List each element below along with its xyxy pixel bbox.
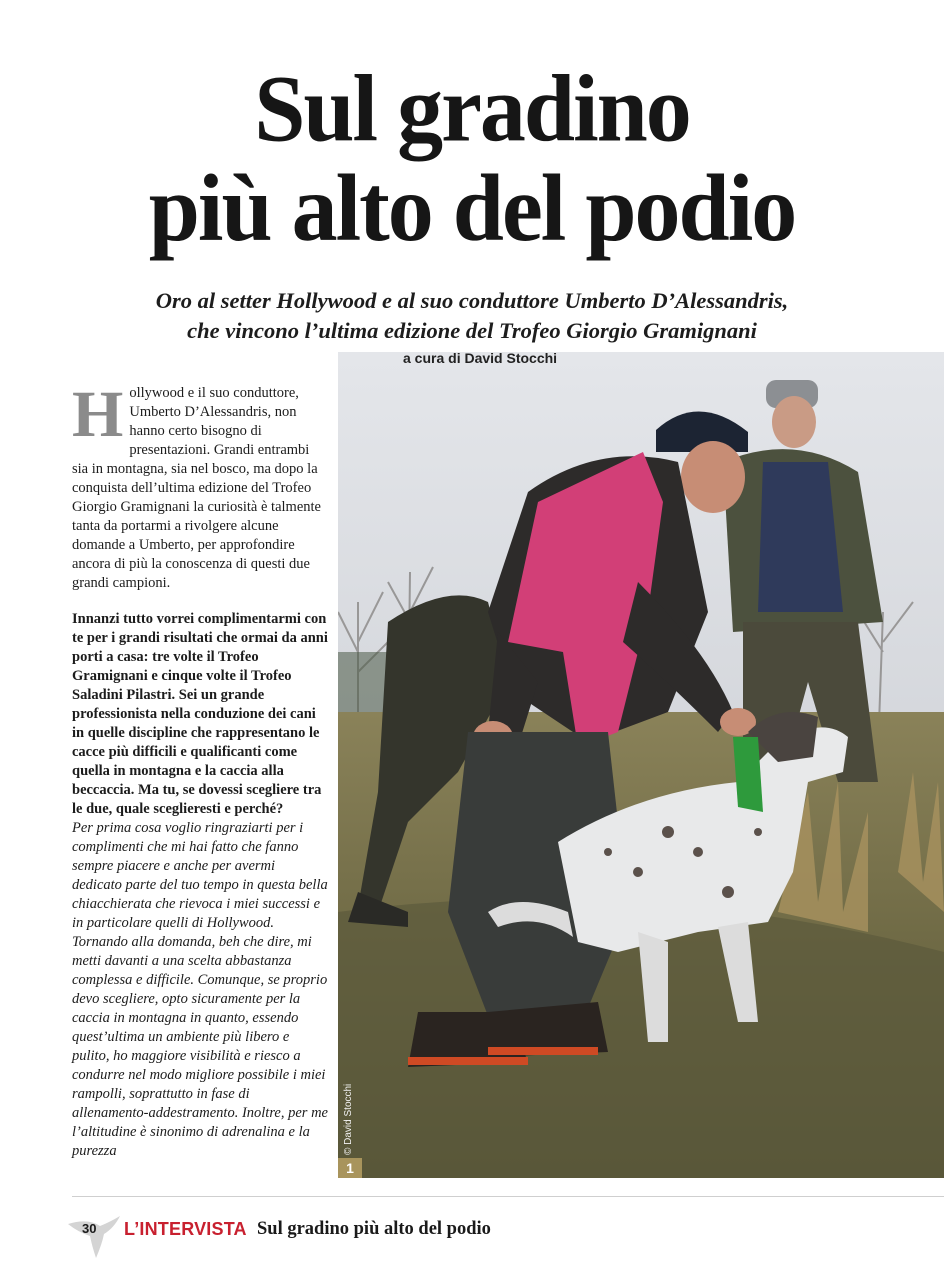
footer-divider: [72, 1196, 944, 1197]
section-label: L’INTERVISTA: [124, 1219, 247, 1239]
subtitle-line-1: Oro al setter Hollywood e al suo conduttore Umberto D’Alessandris,: [155, 288, 789, 313]
byline: a cura di David Stocchi: [403, 350, 558, 366]
photo-credit: © David Stocchi: [343, 1083, 354, 1155]
article-photo: [338, 352, 944, 1178]
interview-answer: Per prima cosa voglio ringraziarti per i complimenti che mi hai fatto che fanno sempre piacere e anche per avermi dedicato parte del tuo tempo in questa bella chiacchierata che rievoca i miei successi e in particolare quelli di Hollywood. Tornando alla domanda, beh che dire, mi metti davanti a una scelta abbastanza complessa e difficile. Comunque, se proprio devo scegliere, opto sicuramente per la caccia in montagna in quanto, essendo quest’ultima un ambiente più libero e pulito, ho maggiore visibilità e riesco a condurre nel modo migliore possibile i miei rampolli, soprattutto in fase di allenamento-addestramento. Inoltre, per me l’altitudine è sinonimo di adrenalina e la purezza: [72, 820, 328, 1159]
article-subtitle: [0, 286, 944, 346]
article-title: [0, 55, 944, 261]
intro-paragraph: [72, 378, 328, 593]
photo-number-badge: 1: [338, 1158, 362, 1178]
hunters-and-setter-illustration: [338, 352, 944, 1178]
article-body-column: [72, 378, 328, 1161]
page-number: 30: [82, 1221, 97, 1236]
title-line-1: Sul gradino: [254, 55, 690, 162]
subtitle-line-2: che vincono l’ultima edizione del Trofeo Giorgio Gramignani: [187, 318, 757, 343]
intro-text: ollywood e il suo conduttore, Umberto D’Alessandris, non hanno certo bisogno di presentazioni. Grandi entrambi sia in montagna, sia nel bosco, ma dopo la conquista dell’ultima edizione del Trofeo Giorgio Gramignani la curiosità è talmente tanta da portarmi a rivolgere alcune domande a Umberto, per approfondire ancora di più la conoscenza di questi due grandi campioni.: [72, 385, 321, 591]
flying-bird-icon: [66, 1212, 122, 1260]
drop-cap: H: [72, 378, 124, 451]
running-title: Sul gradino più alto del podio: [257, 1219, 491, 1239]
interview-question: Innanzi tutto vorrei complimentarmi con te per i grandi risultati che ormai da anni porti a casa: tre volte il Trofeo Gramignani e cinque volte il Trofeo Saladini Pilastri. Sei un grande professionista nella conduzione dei cani in quelle discipline che rappresentano le cacce più difficili e qualificanti come quella in montagna e la caccia alla beccaccia. Ma tu, se dovessi scegliere tra le due, quale sceglieresti e perché?: [72, 611, 328, 817]
title-line-2: più alto del podio: [148, 154, 796, 261]
